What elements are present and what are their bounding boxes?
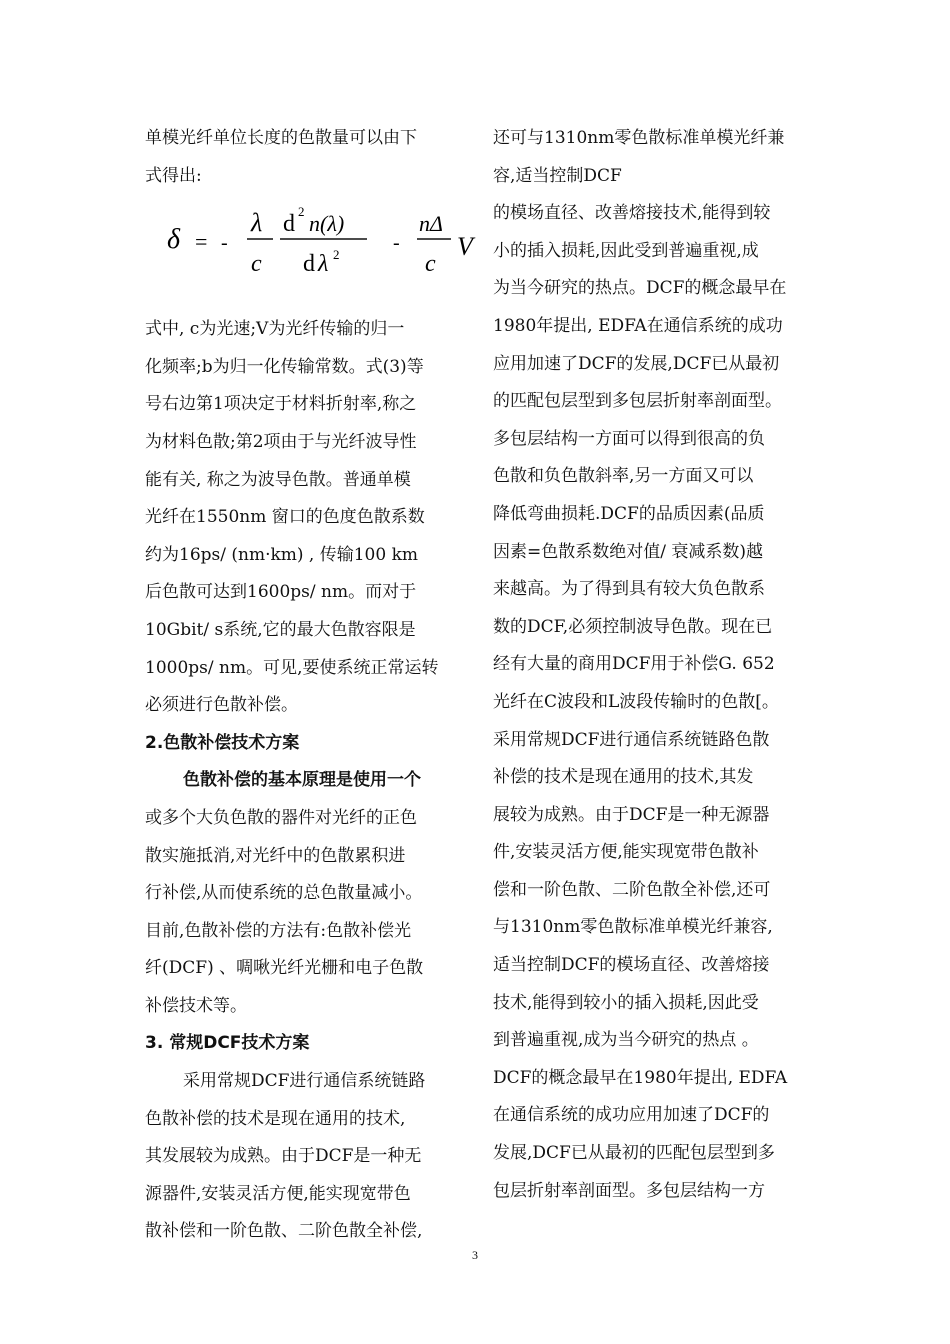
formula-sup-2: 2 — [298, 204, 305, 220]
formula-minus-2: - — [393, 232, 400, 255]
formula-sup-2b: 2 — [333, 247, 340, 263]
text-line: 光纤在C波段和L波段传输时的色散[。 — [493, 691, 779, 712]
text-line: 与1310nm零色散标准单模光纤兼容, — [493, 917, 773, 938]
text-line: 包层折射率剖面型。多包层结构一方 — [493, 1180, 765, 1201]
text-line: 应用加速了DCF的发展,DCF已从最初 — [493, 353, 780, 374]
text-line: 化频率;b为归一化传输常数。式(3)等 — [145, 356, 424, 377]
text-line: 适当控制DCF的模场直径、改善熔接 — [493, 955, 770, 976]
text-line: 偿和一阶色散、二阶色散全补偿,还可 — [493, 879, 771, 900]
text-line: 其发展较为成熟。由于DCF是一种无 — [145, 1146, 422, 1167]
text-line: 或多个大负色散的器件对光纤的正色 — [145, 807, 417, 828]
text-line: 必须进行色散补偿。 — [145, 695, 298, 716]
text-line: 因素=色散系数绝对值/ 衰减系数)越 — [493, 541, 764, 562]
formula-V: V — [457, 232, 473, 262]
text-line: 容,适当控制DCF — [493, 165, 622, 186]
text-line: 10Gbit/ s系统,它的最大色散容限是 — [145, 619, 416, 640]
text-line: 色散补偿的技术是现在通用的技术, — [145, 1108, 406, 1129]
text-line: 约为16ps/ (nm·km) , 传输100 km — [145, 544, 419, 565]
text-line: 源器件,安装灵活方便,能实现宽带色 — [145, 1183, 411, 1204]
right-column — [493, 120, 815, 1210]
text-line: 经有大量的商用DCF用于补偿G. 652 — [493, 654, 775, 675]
text-line: 降低弯曲损耗.DCF的品质因素(品质 — [493, 503, 765, 524]
formula-equals: = — [195, 229, 208, 255]
formula-n-delta: nΔ — [419, 211, 443, 237]
text-line: 补偿的技术是现在通用的技术,其发 — [493, 767, 754, 788]
formula-d-bottom: d — [303, 251, 315, 278]
text-line: 目前,色散补偿的方法有:色散补偿光 — [145, 920, 412, 941]
text-line: 散实施抵消,对光纤中的色散累积进 — [145, 845, 406, 866]
formula-delta: δ — [167, 224, 181, 256]
formula-d-top: d — [283, 211, 295, 238]
formula-minus-1: - — [221, 232, 228, 255]
text-line: 还可与1310nm零色散标准单模光纤兼 — [493, 128, 785, 148]
text-line: 采用常规DCF进行通信系统链路 — [183, 1071, 426, 1092]
formula-n-lambda: n(λ) — [309, 211, 345, 237]
text-line: 纤(DCF) 、啁啾光纤光栅和电子色散 — [145, 958, 424, 979]
dispersion-formula — [145, 199, 473, 289]
text-line: 的匹配包层型到多包层折射率剖面型。 — [493, 391, 782, 412]
text-line: 为当今研究的热点。DCF的概念最早在 — [493, 278, 787, 299]
text-line: 补偿技术等。 — [145, 995, 247, 1016]
text-line: DCF的概念最早在1980年提出, EDFA — [493, 1067, 788, 1088]
text-line: 采用常规DCF进行通信系统链路色散 — [493, 729, 770, 750]
formula-graphic — [167, 199, 497, 289]
text-line: 光纤在1550nm 窗口的色度色散系数 — [145, 507, 425, 528]
text-line: 1000ps/ nm。可见,要使系统正常运转 — [145, 657, 439, 678]
text-line: 件,安装灵活方便,能实现宽带色散补 — [493, 842, 759, 863]
left-column — [145, 120, 473, 1251]
page-number: 3 — [472, 1248, 478, 1262]
text-line: 式中, c为光速;V为光纤传输的归一 — [145, 319, 405, 340]
section-heading-3: 3. 常规DCF技术方案 — [145, 1033, 310, 1054]
section-heading-2: 2.色散补偿技术方案 — [145, 732, 300, 753]
text-line: 发展,DCF已从最初的匹配包层型到多 — [493, 1143, 775, 1164]
text-line: 多包层结构一方面可以得到很高的负 — [493, 428, 765, 449]
text-line: 号右边第1项决定于材料折射率,称之 — [145, 394, 417, 415]
text-line: 到普遍重视,成为当今研究的热点 。 — [493, 1030, 759, 1051]
text-line: 来越高。为了得到具有较大负色散系 — [493, 579, 765, 600]
text-line: 数的DCF,必须控制波导色散。现在已 — [493, 616, 773, 637]
text-line: 行补偿,从而使系统的总色散量减小。 — [145, 883, 423, 904]
text-line: 1980年提出, EDFA在通信系统的成功 — [493, 315, 783, 336]
text-line: 技术,能得到较小的插入损耗,因此受 — [493, 992, 759, 1013]
text-line: 能有关, 称之为波导色散。普通单模 — [145, 469, 411, 490]
text-line: 式得出: — [145, 165, 202, 186]
text-line: 展较为成熟。由于DCF是一种无源器 — [493, 804, 770, 825]
text-line: 后色散可达到1600ps/ nm。而对于 — [145, 582, 417, 603]
text-line: 散补偿和一阶色散、二阶色散全补偿, — [145, 1221, 423, 1242]
formula-c-1: c — [251, 251, 262, 278]
text-line: 小的插入损耗,因此受到普遍重视,成 — [493, 240, 759, 261]
text-line: 在通信系统的成功应用加速了DCF的 — [493, 1105, 770, 1126]
text-line: 为材料色散;第2项由于与光纤波导性 — [145, 431, 417, 452]
text-line: 的模场直径、改善熔接技术,能得到较 — [493, 203, 771, 224]
text-line: 单模光纤单位长度的色散量可以由下 — [145, 128, 417, 148]
text-line: 色散补偿的基本原理是使用一个 — [183, 770, 421, 791]
formula-lambda: λ — [251, 208, 263, 238]
formula-lambda-2: λ — [318, 251, 329, 278]
formula-c-2: c — [425, 251, 436, 278]
text-line: 色散和负色散斜率,另一方面又可以 — [493, 466, 754, 487]
